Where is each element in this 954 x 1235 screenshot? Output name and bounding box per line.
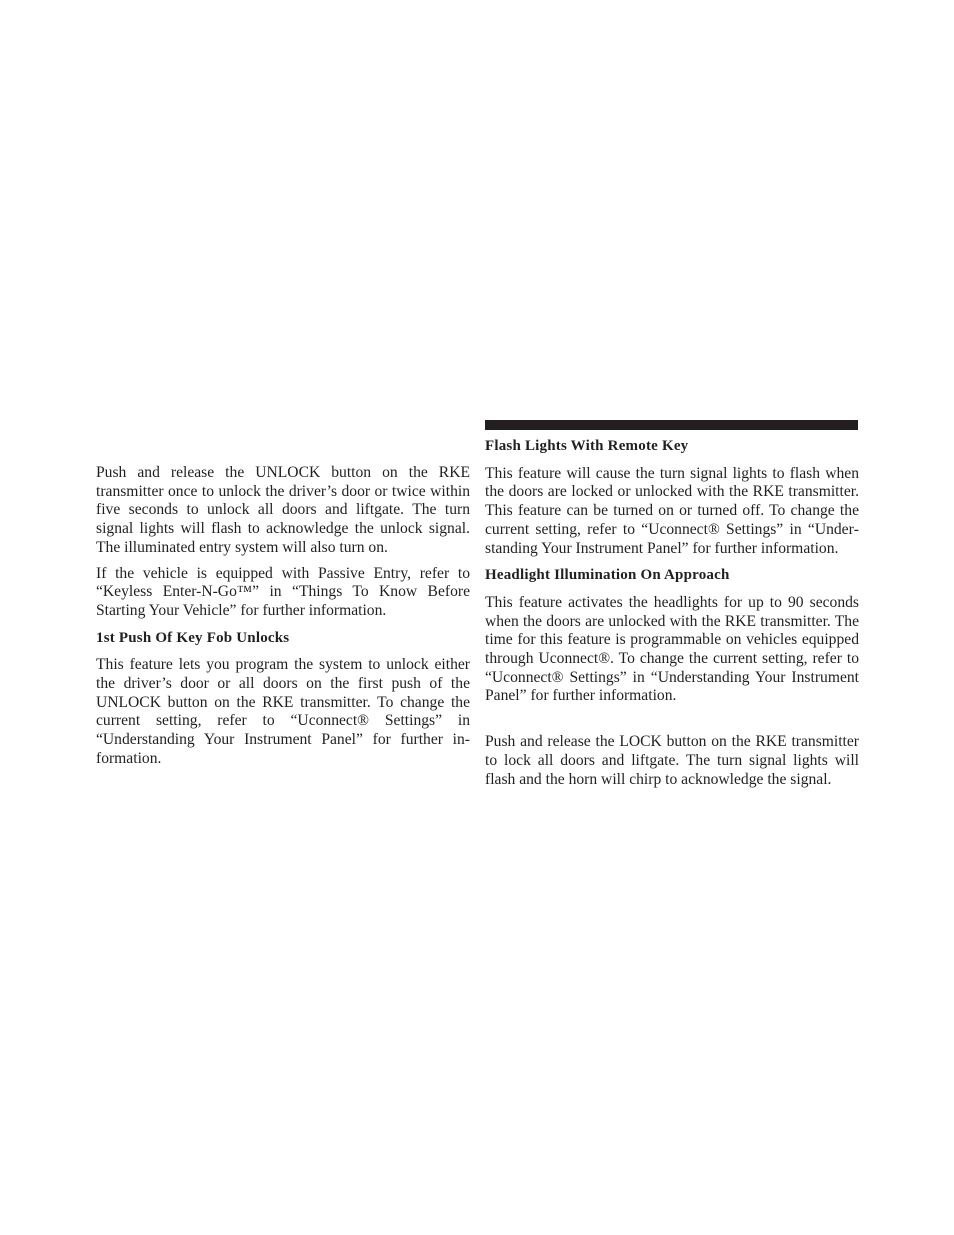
right-column <box>485 437 859 789</box>
passive-entry-paragraph: If the vehicle is equipped with Passive Entry, refer to “Keyless Enter-N-Go™” in “Things To Know Before Starting Your Vehicle” for further information. <box>96 564 470 619</box>
section-header-bar <box>485 420 858 430</box>
first-push-heading: 1st Push Of Key Fob Unlocks <box>96 629 290 646</box>
headlight-paragraph: This feature activates the headlights for up to 90 seconds when the doors are unlocked with the RKE transmitter. The time for this feature is programmable on vehicles equipped through Uconnect®. To change the current setting, refer to “Uconnect® Settings” in “Understanding Your Instrument Panel” for further information. <box>485 593 859 705</box>
lock-paragraph: Push and release the LOCK button on the RKE transmitter to lock all doors and liftgate. The turn signal lights will flash and the horn will chirp to acknowledge the signal. <box>485 733 859 788</box>
first-push-paragraph: This feature lets you program the system to unlock either the driver’s door or all doors on the first push of the UNLOCK button on the RKE transmitter. To change the current setting, refer to “Uconnect® Settings” in “Understanding Your Instrument Panel” for further information. <box>96 656 470 767</box>
flash-lights-heading: Flash Lights With Remote Key <box>485 438 689 454</box>
unlock-paragraph: Push and release the UNLOCK button on the RKE transmitter once to unlock the driver’s door or twice within five seconds to unlock all doors and liftgate. The turn signal lights will flash to acknowledge the unlock signal. The illuminated entry system will also turn on. <box>96 464 470 556</box>
flash-lights-paragraph: This feature will cause the turn signal lights to flash when the doors are locked or unlocked with the RKE transmitter. This feature can be turned on or turned off. To change the current setting, refer to “Uconnect® Settings” in “Understanding Your Instrument Panel” for further information. <box>485 464 859 557</box>
left-column <box>96 464 470 769</box>
headlight-heading: Headlight Illumination On Approach <box>485 567 730 584</box>
